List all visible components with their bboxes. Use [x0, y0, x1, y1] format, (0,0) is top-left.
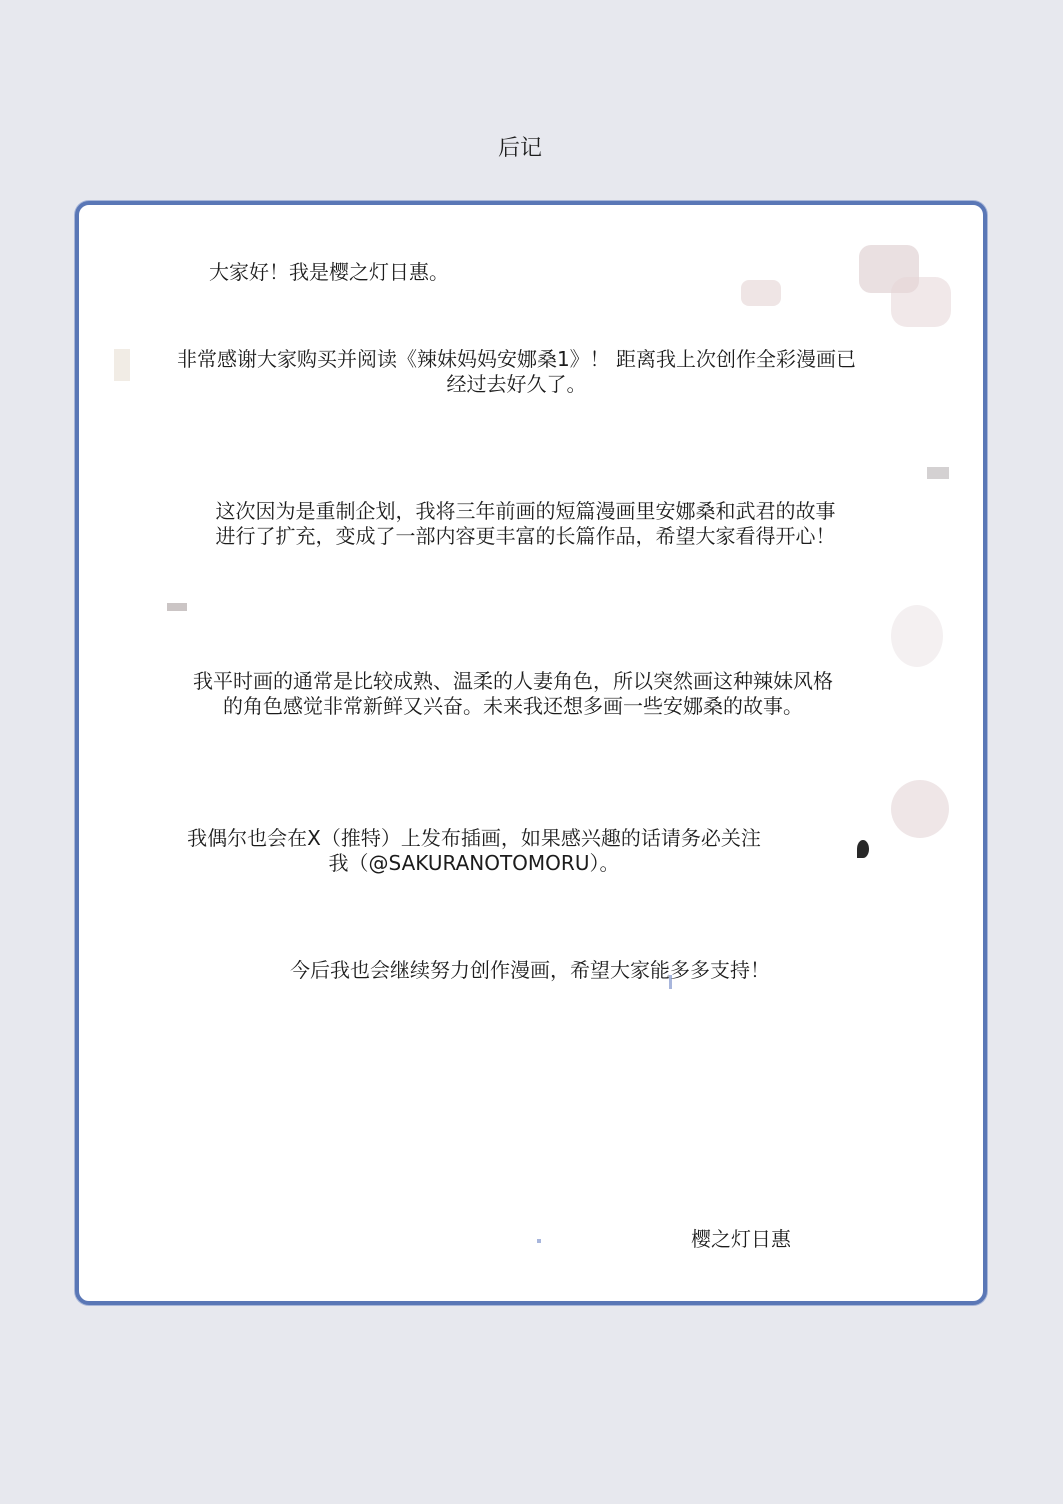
style-line-1: 我平时画的通常是比较成熟、温柔的人妻角色，所以突然画这种辣妹风格 — [193, 669, 833, 693]
thanks-line-1: 非常感谢大家购买并阅读《辣妹妈妈安娜桑1》！ 距离我上次创作全彩漫画已 — [176, 347, 857, 371]
thanks-line-2: 经过去好久了。 — [446, 372, 587, 396]
closing-line: 今后我也会继续努力创作漫画，希望大家能多多支持！ — [290, 958, 770, 982]
greeting-line: 大家好！我是樱之灯日惠。 — [209, 260, 449, 284]
closing-paragraph — [79, 958, 981, 983]
thanks-paragraph — [79, 347, 954, 397]
social-line-1: 我偶尔也会在X（推特）上发布插画，如果感兴趣的话请务必关注 — [187, 826, 761, 850]
decorative-mark — [167, 603, 187, 611]
afterword-frame — [75, 201, 987, 1305]
style-line-2: 的角色感觉非常新鲜又兴奋。未来我还想多画一些安娜桑的故事。 — [223, 694, 803, 718]
author-signature: 樱之灯日惠 — [691, 1227, 791, 1251]
decorative-smudge — [741, 280, 781, 306]
style-paragraph — [79, 669, 947, 719]
decorative-mark — [537, 1239, 541, 1243]
decorative-smudge — [891, 780, 949, 838]
remake-line-1: 这次因为是重制企划，我将三年前画的短篇漫画里安娜桑和武君的故事 — [215, 499, 836, 523]
greeting-paragraph — [79, 260, 579, 285]
social-paragraph — [79, 826, 869, 876]
remake-paragraph — [79, 499, 972, 549]
decorative-smudge — [891, 277, 951, 327]
social-line-2: 我（@SAKURANOTOMORU）。 — [328, 851, 620, 875]
decorative-mark — [927, 467, 949, 479]
page-title: 后记 — [497, 136, 542, 161]
decorative-smudge — [891, 605, 943, 667]
remake-line-2: 进行了扩充，变成了一部内容更丰富的长篇作品，希望大家看得开心！ — [215, 524, 836, 548]
